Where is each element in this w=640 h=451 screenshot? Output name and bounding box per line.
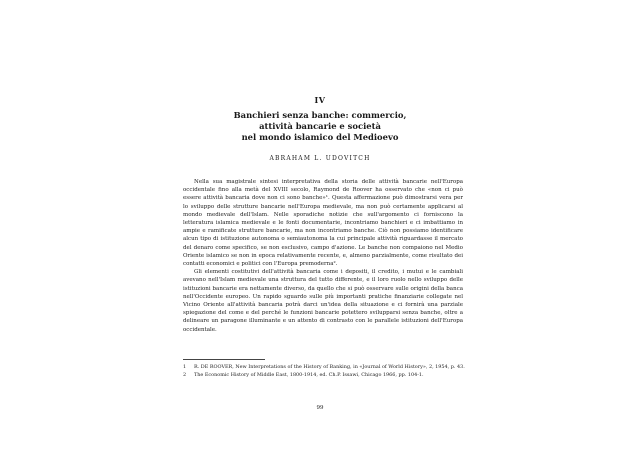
footnote-text: The Economic History of Middle East, 1800-1914, ed. Ch.P. Issawi, Chicago 1966, pp. 104-1. (194, 372, 424, 379)
footnote (183, 364, 465, 371)
chapter-title-line: nel mondo islamico del Medioevo (241, 131, 399, 142)
chapter-title (0, 110, 640, 142)
footnotes (183, 364, 465, 380)
footnote-separator (183, 359, 265, 360)
chapter-number: IV (314, 95, 326, 105)
chapter-author: ABRAHAM L. UDOVITCH (269, 155, 371, 162)
footnote-number: 2 (183, 372, 187, 379)
body-text (183, 178, 463, 334)
chapter-title-line: Banchieri senza banche: commercio, (233, 110, 407, 120)
chapter-title-line: attività bancarie e società (259, 120, 381, 131)
footnote-number: 1 (183, 364, 187, 370)
body-paragraph: Gli elementi costitutivi dell'attività bancaria come i depositi, il credito, i mutui e le cambiali avevano nell'Islam medievale una struttura del tutto differente, e il loro ruolo nello sviluppo delle istituzioni bancarie era nettamente diverso, da quello che si può osservare sulle origini della banca nell'Occidente europeo. Un rapido sguardo sulle più importanti pratiche finanziarie collegate nel Vicino Oriente all'attività bancaria potrà darci un'idea della situazione e ci fornirà una parziale spiegazione del come e del perché le funzioni bancarie potettero svilupparsi senza banche, oltre a delineare un paragone illuminante e un attento di contrasto con le parallele istituzioni dell'Europa occidentale. (183, 269, 463, 333)
body-paragraph: Nella sua magistrale sintesi interpretativa della storia delle attività bancarie nell'Europa occidentale fino alla metà del XVIII secolo, Raymond de Roover ha osservato che «non ci può essere attività bancaria dove non ci sono banche»¹. Questa affermazione può dimostrarsi vera per lo sviluppo delle strutture bancarie nell'Europa medievale, ma non può certamente applicarsi al mondo medievale dell'Islam. Nelle sporadiche notizie che sull'argomento ci forniscono la letteratura islamica medievale e le fonti documentarie, incontriamo banchieri e ci imbattiamo in ampie e ramificate strutture bancarie, ma non incontriamo banche. Ciò non possiamo identificare alcun tipo di istituzione autonoma o semiautonoma la cui principale attività riguardasse il mercato del denaro come specifico, se non esclusivo, campo d'azione. Le banche non compaiono nel Medio Oriente islamico se non in epoca relativamente recente, e, almeno parzialmente, come risultato dei contatti economici e politici con l'Europa premoderna². (183, 179, 463, 268)
page-number: 99 (316, 405, 324, 411)
footnote (183, 372, 465, 379)
footnote-text: R. DE ROOVER, New Interpretations of the History of Banking, in «Journal of World History», 2, 1954, p. 43. (194, 364, 465, 370)
